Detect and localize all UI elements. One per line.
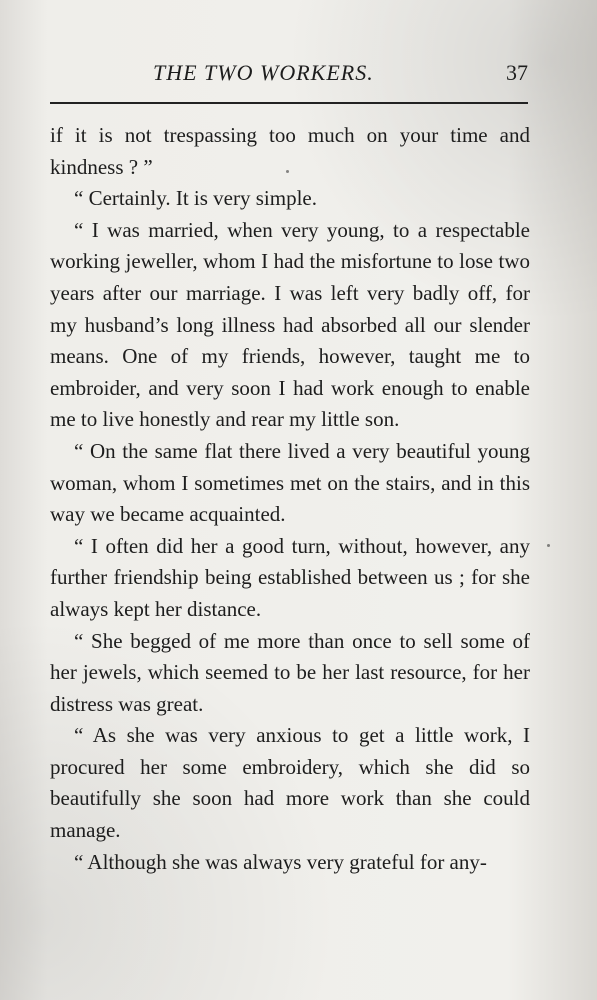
body-text bbox=[50, 120, 530, 878]
paper-speck bbox=[432, 451, 435, 454]
header-rule bbox=[50, 102, 528, 104]
page-number: 37 bbox=[506, 60, 528, 85]
paper-speck bbox=[547, 544, 550, 547]
paragraph: “ As she was very anxious to get a little work, I procured her some embroidery, which she did so beautifully she soon had more work than she could manage. bbox=[50, 723, 530, 843]
running-title: THE TWO WORKERS. bbox=[153, 60, 374, 85]
paragraph: “ On the same flat there lived a very beautiful young woman, whom I sometimes met on the stairs, and in this way we became acquainted. bbox=[50, 438, 530, 527]
paragraph: “ I often did her a good turn, without, however, any further friendship being established between us ; for she always kept her distance. bbox=[50, 533, 530, 621]
paragraph: if it is not trespassing too much on your time and kindness ? ” bbox=[50, 123, 530, 179]
page-header bbox=[50, 60, 528, 94]
paragraph: “ She begged of me more than once to sell some of her jewels, which seemed to be her last resource, for her distress was great. bbox=[50, 628, 530, 716]
paragraph: “ Certainly. It is very simple. bbox=[74, 186, 317, 211]
paragraph: “ Although she was always very grateful for any- bbox=[74, 849, 487, 874]
paragraph: “ I was married, when very young, to a respectable working jeweller, whom I had the misfortune to lose two years after our marriage. I was left very badly off, for my husband’s long illness had absorbed all our slender means. One of my friends, however, taught me to embroider, and very soon I had work enough to enable me to live honestly and rear my little son. bbox=[50, 217, 530, 432]
paper-speck bbox=[286, 170, 289, 173]
